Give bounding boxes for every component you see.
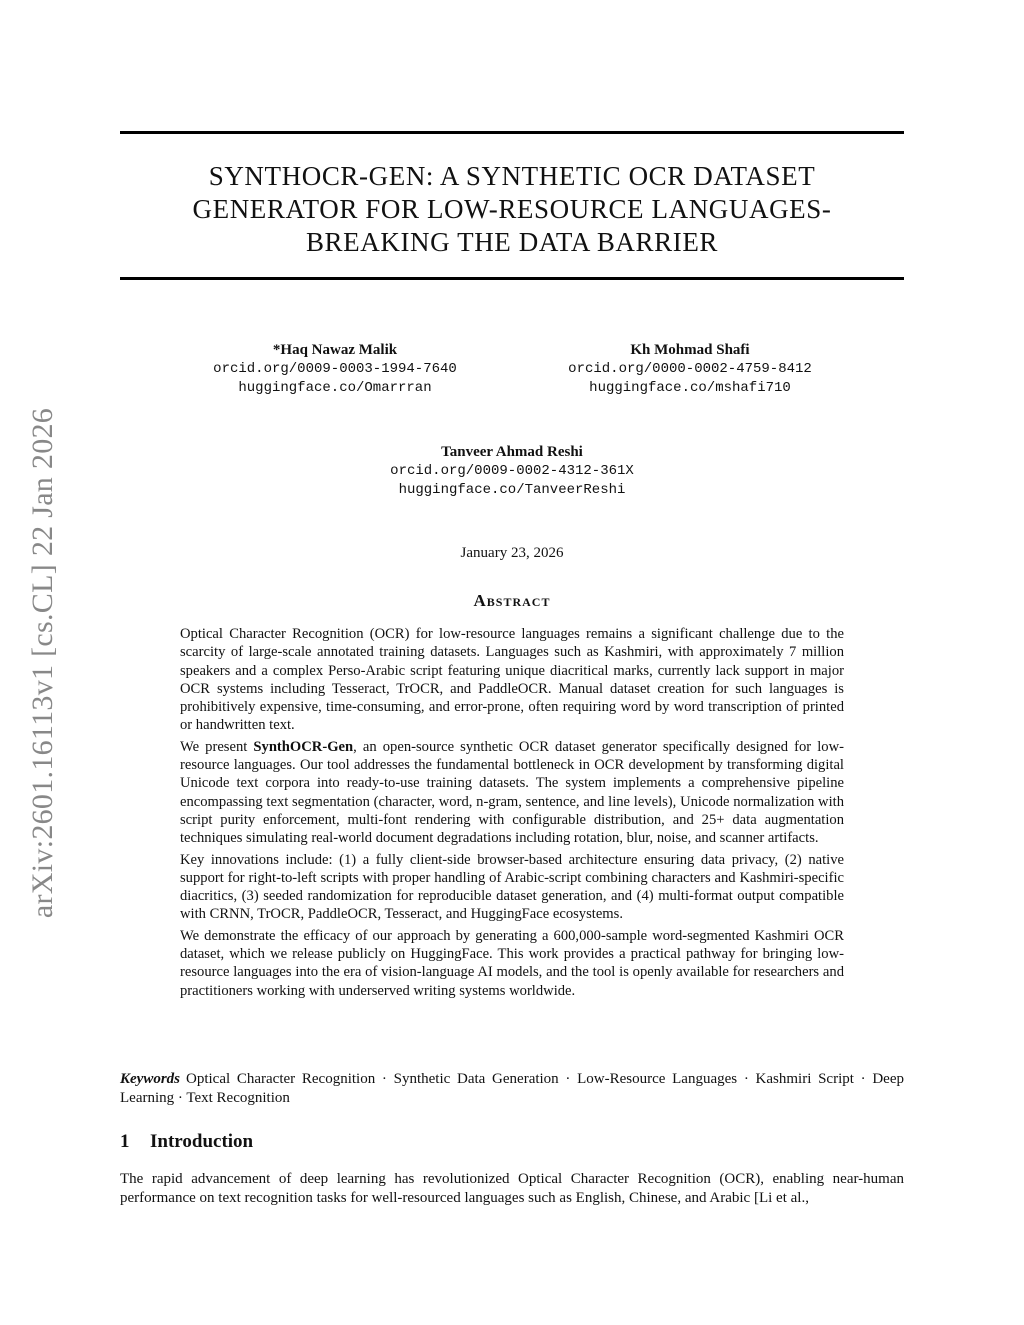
abstract-p2-intro: We present: [180, 738, 254, 755]
abstract-heading: Abstract: [473, 591, 551, 610]
publication-date: January 23, 2026: [460, 545, 564, 561]
author-name: Kh Mohmad Shafi: [630, 342, 750, 358]
author-orcid-link[interactable]: orcid.org/0009-0002-4312-361X: [390, 463, 634, 479]
title-line-2: GENERATOR FOR LOW-RESOURCE LANGUAGES-: [192, 194, 832, 224]
title-line-3: BREAKING THE DATA BARRIER: [305, 227, 719, 257]
abstract-paragraph-3: Key innovations include: (1) a fully client-side browser-based architecture ensuring data privacy, (2) native support for right-to-left scripts with proper handling of Arabic-script combining characters and Kashmiri-specific diacritics, (3) seeded randomization for reproducible dataset generation, and (4) multi-format output compatible with CRNN, TrOCR, PaddleOCR, Tesseract, and HuggingFace ecosystems.: [180, 851, 844, 923]
author-orcid-link[interactable]: orcid.org/0000-0002-4759-8412: [568, 361, 812, 377]
author-name: *Haq Nawaz Malik: [272, 342, 398, 358]
author-block-3: [357, 443, 667, 500]
author-huggingface-link[interactable]: huggingface.co/Omarrran: [238, 380, 432, 396]
abstract-body: [180, 625, 844, 1003]
title-bottom-rule: [120, 277, 904, 280]
arxiv-identifier-stamp: arXiv:2601.16113v1 [cs.CL] 22 Jan 2026: [26, 407, 59, 919]
abstract-paragraph-1: Optical Character Recognition (OCR) for low-resource languages remains a significant challenge due to the scarcity of large-scale annotated training datasets. Languages such as Kashmiri, with approximately 7 million speakers and a complex Perso-Arabic script featuring unique diacritical marks, currently lack support in major OCR systems including Tesseract, TrOCR, and PaddleOCR. Manual dataset creation for such languages is prohibitively expensive, time-consuming, and error-prone, often requiring word by word transcription of printed or handwritten text.: [180, 626, 844, 734]
author-block-1: [180, 341, 490, 398]
author-orcid-link[interactable]: orcid.org/0009-0003-1994-7640: [213, 361, 457, 377]
keywords-block: [120, 1070, 904, 1108]
author-huggingface-link[interactable]: huggingface.co/TanveerReshi: [398, 482, 626, 498]
section-heading-introduction: [120, 1131, 253, 1153]
introduction-body: [120, 1170, 904, 1208]
title-top-rule: [120, 131, 904, 134]
keywords-list: Optical Character Recognition · Synthetic Data Generation · Low-Resource Languages · Kashmiri Script · Deep Learning · Text Recognition: [120, 1071, 904, 1106]
abstract-paragraph-2: [180, 738, 844, 848]
section-title: Introduction: [150, 1131, 254, 1152]
abstract-paragraph-4: We demonstrate the efficacy of our approach by generating a 600,000-sample word-segmented Kashmiri OCR dataset, which we release publicly on HuggingFace. This work provides a practical pathway for bringing low-resource languages into the era of vision-language AI models, and the tool is openly available for researchers and practitioners working with underserved writing systems worldwide.: [180, 927, 844, 999]
author-huggingface-link[interactable]: huggingface.co/mshafi710: [589, 380, 791, 396]
tool-name: SynthOCR-Gen: [253, 738, 354, 755]
abstract-p2-rest: , an open-source synthetic OCR dataset generator specifically designed for low-resource languages. Our tool addresses the fundamental bottleneck in OCR development by transforming digital Unicode text corpora into ready-to-use training datasets. The system implements a comprehensive pipeline encompassing text segmentation (character, word, n-gram, sentence, and line levels), Unicode normalization with script purity enforcement, multi-font rendering with configurable distribution, and 25+ data augmentation techniques simulating real-world document degradations including rotation, blur, noise, and scanner artifacts.: [180, 738, 844, 847]
keywords-label: Keywords: [120, 1071, 180, 1087]
title-line-1: SYNTHOCR-GEN: A SYNTHETIC OCR DATASET: [208, 161, 816, 191]
author-block-2: [535, 341, 845, 398]
paper-title: [120, 160, 904, 259]
author-name: Tanveer Ahmad Reshi: [441, 444, 583, 460]
introduction-paragraph-1: The rapid advancement of deep learning has revolutionized Optical Character Recognition (OCR), enabling near-human performance on text recognition tasks for well-resourced languages such as English, Chinese, and Arabic [Li et al.,: [120, 1171, 904, 1206]
section-number: 1: [120, 1131, 130, 1152]
